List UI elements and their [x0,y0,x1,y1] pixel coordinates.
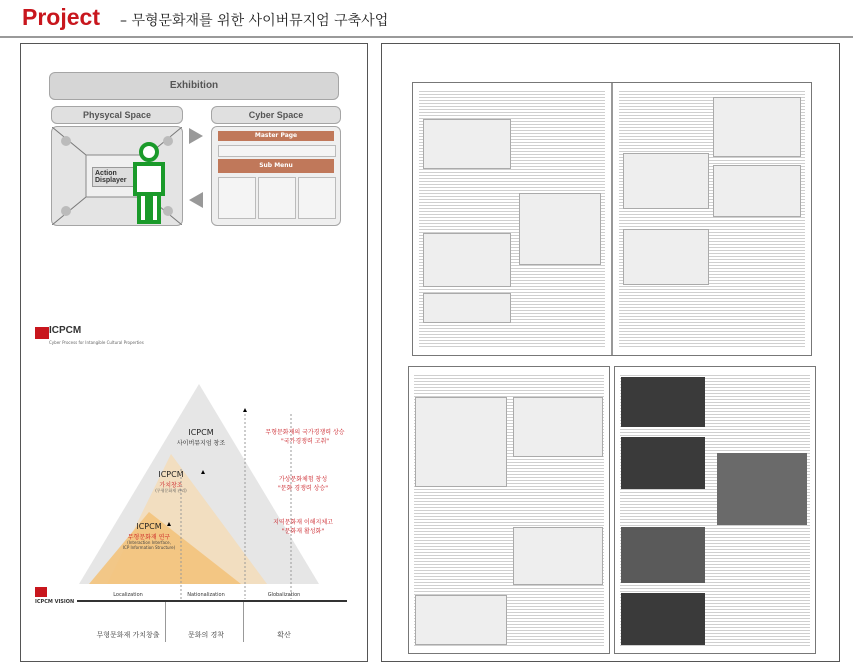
spread-fig-1 [423,119,511,169]
spread-fig-3 [423,233,511,287]
bl-fig-2 [513,397,603,457]
page-title: Project [22,4,100,30]
vision-logo: ICPCM VISION [35,599,75,605]
spread-fig-5 [713,97,801,157]
bl-fig-1 [415,397,507,487]
cyber-space-label: Cyber Space [248,110,304,120]
br-photo-5 [621,593,705,645]
page-subtitle: – 무형문화재를 위한 사이버뮤지엄 구축사업 [120,13,389,29]
paper-page-bottom-right [614,366,816,654]
axis-divider-2 [243,602,244,642]
spread-fig-8 [623,229,709,285]
left-panel [20,43,368,662]
title-divider [0,36,853,38]
axis-divider-1 [165,602,166,642]
br-photo-3 [717,453,807,525]
br-photo-2 [621,437,705,489]
tier1-title: ICPCM [188,428,214,437]
master-page-label: Master Page [254,132,298,139]
axis-body-3: 확산 [277,631,291,639]
exhibition-label: Exhibition [169,80,219,91]
right-note-3: 지역문화재 이해지체고 "문화재 활성화" [273,519,333,535]
tier2-title: ICPCM [158,470,184,479]
right-note-2: 가상문화체험 창성 "문화 경쟁력 상승" [278,476,328,492]
bl-fig-4 [415,595,507,645]
tier3-sub: 무형문화재 연구 [127,534,171,541]
axis-line [77,600,347,602]
axis-head-2: Nationalization [187,592,225,598]
spread-fig-7 [713,165,801,217]
br-photo-1 [621,377,705,427]
tier-guide-lines [21,44,367,661]
tier1-sub: 사이버뮤지엄 창조 [176,440,226,447]
vision-logo-box [35,587,47,597]
br-photo-4 [621,527,705,583]
tier3-title: ICPCM [136,522,162,531]
axis-head-1: Localization [113,592,143,598]
tier3-note: (Interaction Interface, ICP Information Structure) [122,540,176,550]
icpcm-tagline: Cyber Process for Intangible Cultural Properties [49,340,144,345]
sub-menu-label: Sub Menu [259,162,293,169]
axis-body-1: 무형문화재 가치창출 [96,631,160,639]
axis-body-2: 문화의 경착 [187,631,225,639]
spread-fig-6 [623,153,709,209]
paper-spread-top [412,82,812,356]
paper-page-bottom-left [408,366,610,654]
physical-space-label: Physycal Space [82,110,152,120]
action-displayer-label: Action Displayer [92,167,142,187]
spread-fig-4 [423,293,511,323]
right-note-1: 무형문화재의 국가경쟁력 상승 "국가경쟁력 고취" [265,429,345,445]
spread-fig-2 [519,193,601,265]
tier2-note: (무형문화재 관리) [155,488,187,493]
spread-gutter [611,83,613,355]
icpcm-logo: ICPCM [49,325,82,336]
bl-fig-3 [513,527,603,585]
right-panel [381,43,840,662]
axis-head-3: Globalization [267,592,301,598]
tier2-sub: 가치창조 [159,482,183,489]
